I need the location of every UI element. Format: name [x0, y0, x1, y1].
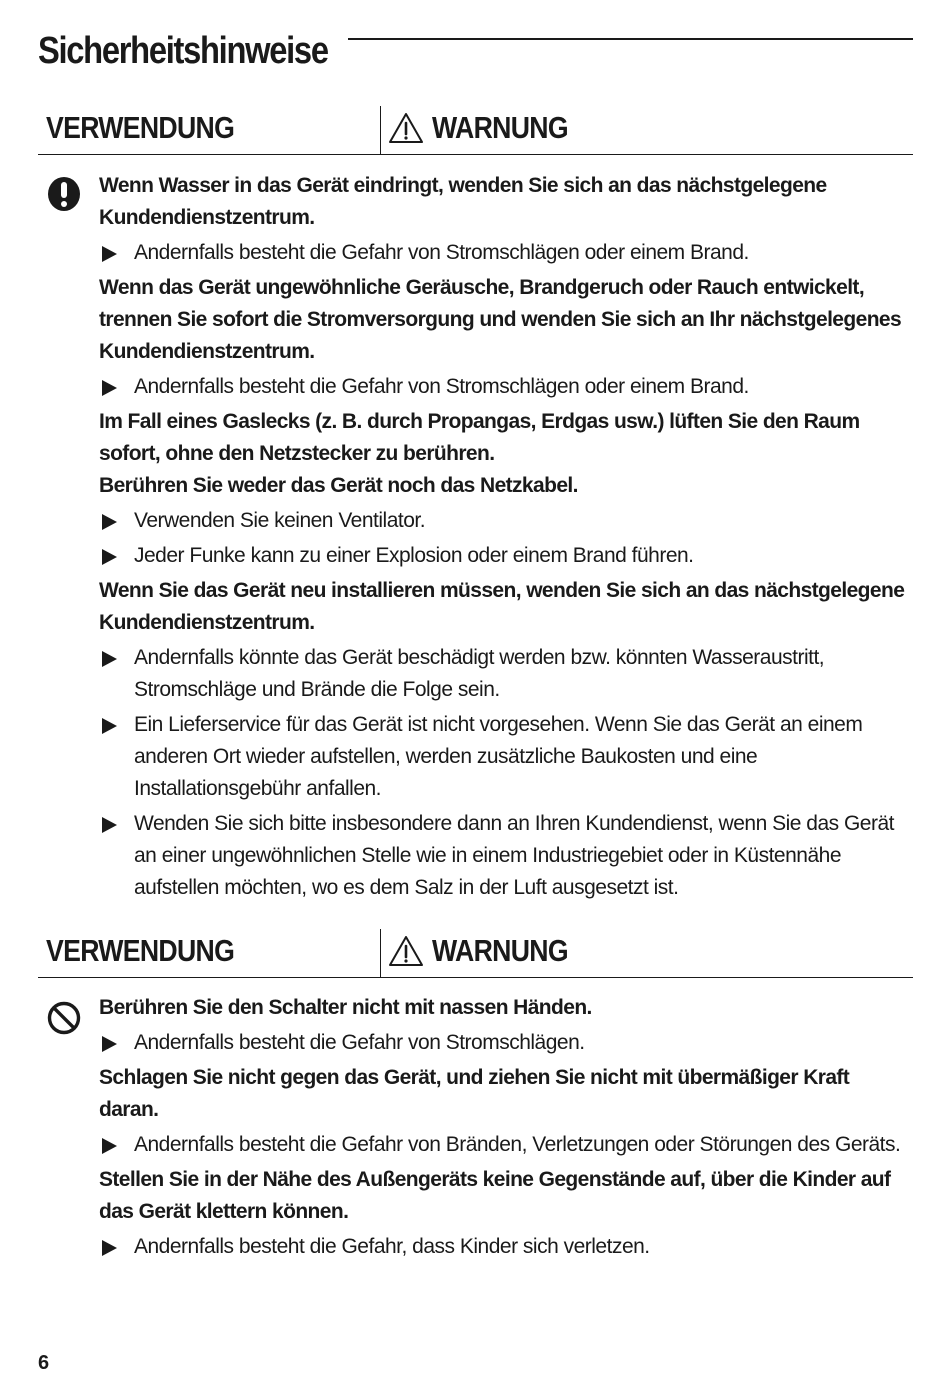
- safety-instruction: Schlagen Sie nicht gegen das Gerät, und ziehen Sie nicht mit übermäßiger Kraft daran.: [99, 1066, 850, 1121]
- consequence-note: Andernfalls besteht die Gefahr von Bränden, Verletzungen oder Störungen des Geräts.: [99, 1129, 909, 1161]
- warning-label-group: [388, 110, 590, 146]
- section-content-2: [99, 992, 909, 1266]
- consequence-note: Wenden Sie sich bitte insbesondere dann an Ihren Kundendienst, wenn Sie das Gerät an einer ungewöhnlichen Stelle wie in einem Industriegebiet oder in Küstennähe aufstellen möchten, wo es dem Salz in der Luft ausgesetzt ist.: [99, 808, 909, 904]
- consequence-note: Andernfalls besteht die Gefahr, dass Kinder sich verletzen.: [99, 1231, 909, 1263]
- warning-triangle-icon: [388, 935, 424, 967]
- safety-instruction: Stellen Sie in der Nähe des Außengeräts keine Gegenstände auf, über die Kinder auf das Gerät klettern können.: [99, 1168, 891, 1223]
- section-header-1: [38, 106, 913, 155]
- safety-instruction: Im Fall eines Gaslecks (z. B. durch Propangas, Erdgas usw.) lüften Sie den Raum sofort, ohne den Netzstecker zu berühren.: [99, 410, 860, 465]
- section-right-label: WARNUNG: [432, 110, 568, 145]
- consequence-note: Jeder Funke kann zu einer Explosion oder einem Brand führen.: [99, 540, 909, 572]
- prohibition-icon: [47, 1001, 81, 1035]
- page-number: 6: [38, 1352, 50, 1374]
- consequence-note: Andernfalls besteht die Gefahr von Stromschlägen oder einem Brand.: [99, 237, 909, 269]
- safety-instruction: Berühren Sie weder das Gerät noch das Netzkabel.: [99, 474, 578, 497]
- exclamation-circle-icon: [47, 176, 81, 212]
- section-content-1: [99, 170, 909, 907]
- section-header-2: [38, 929, 913, 978]
- title-rule: [348, 38, 913, 40]
- section-right-label: WARNUNG: [432, 933, 568, 968]
- consequence-note: Verwenden Sie keinen Ventilator.: [99, 505, 909, 537]
- safety-instruction: Wenn Wasser in das Gerät eindringt, wenden Sie sich an das nächstgelegene Kundendienstzentrum.: [99, 174, 827, 229]
- consequence-note: Andernfalls besteht die Gefahr von Stromschlägen oder einem Brand.: [99, 371, 909, 403]
- header-divider: [380, 929, 381, 977]
- consequence-note: Andernfalls könnte das Gerät beschädigt werden bzw. könnten Wasseraustritt, Stromschläge und Brände die Folge sein.: [99, 642, 909, 706]
- section-left-label: VERWENDUNG: [46, 110, 235, 145]
- warning-label-group: [388, 933, 590, 969]
- safety-instruction: Berühren Sie den Schalter nicht mit nassen Händen.: [99, 996, 592, 1019]
- section-left-label: VERWENDUNG: [46, 933, 235, 968]
- page-title: Sicherheitshinweise: [38, 30, 328, 72]
- safety-instruction: Wenn Sie das Gerät neu installieren müssen, wenden Sie sich an das nächstgelegene Kundendienstzentrum.: [99, 579, 905, 634]
- consequence-note: Ein Lieferservice für das Gerät ist nicht vorgesehen. Wenn Sie das Gerät an einem anderen Ort wieder aufstellen, werden zusätzliche Baukosten und eine Installationsgebühr anfallen.: [99, 709, 909, 805]
- header-divider: [380, 106, 381, 154]
- consequence-note: Andernfalls besteht die Gefahr von Stromschlägen.: [99, 1027, 909, 1059]
- warning-triangle-icon: [388, 112, 424, 144]
- safety-instruction: Wenn das Gerät ungewöhnliche Geräusche, Brandgeruch oder Rauch entwickelt, trennen Sie sofort die Stromversorgung und wenden Sie sich an Ihr nächstgelegenes Kundendienstzentrum.: [99, 276, 902, 363]
